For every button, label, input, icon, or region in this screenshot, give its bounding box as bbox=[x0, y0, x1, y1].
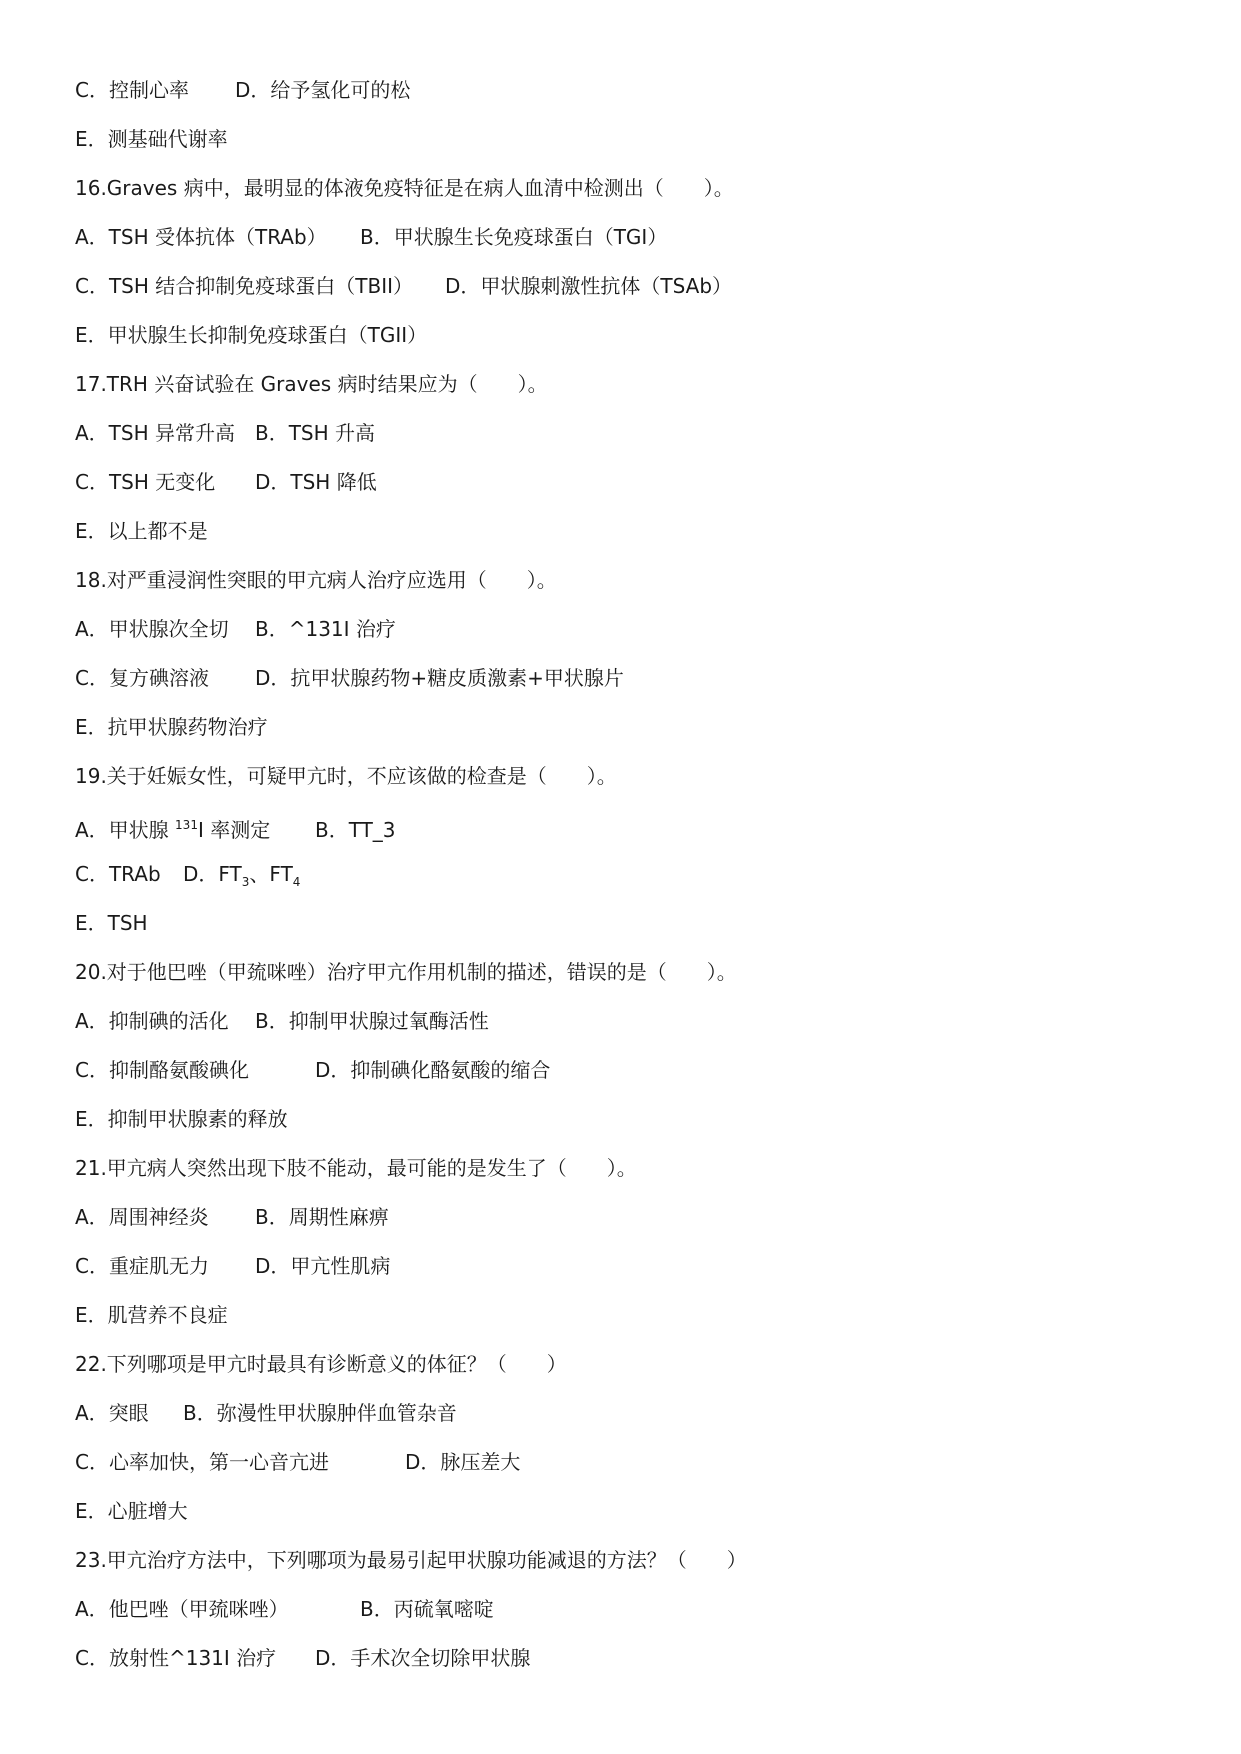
option-line bbox=[75, 862, 1175, 911]
question-text: 17.TRH 兴奋试验在 Graves 病时结果应为（ ）。 bbox=[75, 372, 548, 396]
option-line bbox=[75, 1254, 1175, 1303]
option-line bbox=[75, 323, 1175, 372]
option-line bbox=[75, 78, 1175, 127]
option-e: E．以上都不是 bbox=[75, 519, 208, 543]
option-line bbox=[75, 470, 1175, 519]
option-b: B．^131I 治疗 bbox=[255, 617, 396, 641]
document-page bbox=[75, 78, 1175, 1695]
question-23 bbox=[75, 1548, 1175, 1597]
option-line bbox=[75, 519, 1175, 568]
option-a: A．TSH 受体抗体（TRAb） bbox=[75, 225, 327, 249]
option-e: E．甲状腺生长抑制免疫球蛋白（TGII） bbox=[75, 323, 428, 347]
option-b: B．周期性麻痹 bbox=[255, 1205, 389, 1229]
option-b: B．TT_3 bbox=[315, 818, 396, 842]
option-line bbox=[75, 1058, 1175, 1107]
option-e: E．抗甲状腺药物治疗 bbox=[75, 715, 268, 739]
option-e: E．抑制甲状腺素的释放 bbox=[75, 1107, 288, 1131]
question-text: 19.关于妊娠女性，可疑甲亢时，不应该做的检查是（ ）。 bbox=[75, 764, 617, 788]
option-line bbox=[75, 421, 1175, 470]
option-line bbox=[75, 1303, 1175, 1352]
option-c: C．抑制酪氨酸碘化 bbox=[75, 1058, 249, 1082]
option-line bbox=[75, 911, 1175, 960]
option-line bbox=[75, 1401, 1175, 1450]
option-a: A．抑制碘的活化 bbox=[75, 1009, 229, 1033]
option-line bbox=[75, 1450, 1175, 1499]
question-20 bbox=[75, 960, 1175, 1009]
option-line bbox=[75, 1646, 1175, 1695]
option-line bbox=[75, 1107, 1175, 1156]
option-d: D．抗甲状腺药物+糖皮质激素+甲状腺片 bbox=[255, 666, 624, 690]
option-c: C．重症肌无力 bbox=[75, 1254, 209, 1278]
question-text: 21.甲亢病人突然出现下肢不能动，最可能的是发生了（ ）。 bbox=[75, 1156, 637, 1180]
option-a: A．周围神经炎 bbox=[75, 1205, 209, 1229]
option-c: C．TSH 结合抑制免疫球蛋白（TBII） bbox=[75, 274, 414, 298]
option-d: D．脉压差大 bbox=[405, 1450, 521, 1474]
option-d: D．手术次全切除甲状腺 bbox=[315, 1646, 531, 1670]
question-text: 20.对于他巴唑（甲巯咪唑）治疗甲亢作用机制的描述，错误的是（ ）。 bbox=[75, 960, 737, 984]
option-a: A．突眼 bbox=[75, 1401, 149, 1425]
option-e: E．测基础代谢率 bbox=[75, 127, 228, 151]
question-22 bbox=[75, 1352, 1175, 1401]
option-d: D．甲状腺刺激性抗体（TSAb） bbox=[445, 274, 733, 298]
option-a: A．TSH 异常升高 bbox=[75, 421, 235, 445]
option-c: C．TRAb bbox=[75, 862, 161, 886]
option-line bbox=[75, 274, 1175, 323]
option-line bbox=[75, 127, 1175, 176]
question-18 bbox=[75, 568, 1175, 617]
option-b: B．弥漫性甲状腺肿伴血管杂音 bbox=[183, 1401, 457, 1425]
option-c: C．放射性^131I 治疗 bbox=[75, 1646, 277, 1670]
question-text: 16.Graves 病中，最明显的体液免疫特征是在病人血清中检测出（ ）。 bbox=[75, 176, 734, 200]
option-c: C．复方碘溶液 bbox=[75, 666, 209, 690]
option-c: C．TSH 无变化 bbox=[75, 470, 216, 494]
option-c: C．控制心率 bbox=[75, 78, 189, 102]
option-line bbox=[75, 1597, 1175, 1646]
question-16 bbox=[75, 176, 1175, 225]
option-d: D．抑制碘化酪氨酸的缩合 bbox=[315, 1058, 551, 1082]
option-d: D．给予氢化可的松 bbox=[235, 78, 411, 102]
option-line bbox=[75, 715, 1175, 764]
option-b: B．甲状腺生长免疫球蛋白（TGI） bbox=[360, 225, 668, 249]
option-line bbox=[75, 666, 1175, 715]
option-a: A．他巴唑（甲巯咪唑） bbox=[75, 1597, 289, 1621]
option-b: B．丙硫氧嘧啶 bbox=[360, 1597, 494, 1621]
option-e: E．肌营养不良症 bbox=[75, 1303, 228, 1327]
question-19 bbox=[75, 764, 1175, 813]
option-d: D．甲亢性肌病 bbox=[255, 1254, 391, 1278]
option-line bbox=[75, 225, 1175, 274]
option-line bbox=[75, 1009, 1175, 1058]
subscript: 3 bbox=[241, 875, 250, 889]
option-e: E．TSH bbox=[75, 911, 148, 935]
option-b: B．抑制甲状腺过氧酶活性 bbox=[255, 1009, 489, 1033]
option-d: D．TSH 降低 bbox=[255, 470, 377, 494]
option-line bbox=[75, 1205, 1175, 1254]
option-b: B．TSH 升高 bbox=[255, 421, 376, 445]
subscript: 4 bbox=[292, 875, 301, 889]
option-line bbox=[75, 813, 1175, 862]
option-line bbox=[75, 617, 1175, 666]
option-e: E．心脏增大 bbox=[75, 1499, 188, 1523]
question-text: 22.下列哪项是甲亢时最具有诊断意义的体征？（ ） bbox=[75, 1352, 567, 1376]
question-text: 18.对严重浸润性突眼的甲亢病人治疗应选用（ ）。 bbox=[75, 568, 557, 592]
option-line bbox=[75, 1499, 1175, 1548]
option-c: C．心率加快，第一心音亢进 bbox=[75, 1450, 329, 1474]
option-a: A．甲状腺 $^{131}$I 率测定 bbox=[75, 818, 271, 842]
superscript: 131 bbox=[175, 818, 198, 832]
question-text: 23.甲亢治疗方法中，下列哪项为最易引起甲状腺功能减退的方法？（ ） bbox=[75, 1548, 747, 1572]
question-21 bbox=[75, 1156, 1175, 1205]
question-17 bbox=[75, 372, 1175, 421]
option-d: D．$FT_3$、$FT_4$ bbox=[183, 862, 301, 889]
option-a: A．甲状腺次全切 bbox=[75, 617, 229, 641]
